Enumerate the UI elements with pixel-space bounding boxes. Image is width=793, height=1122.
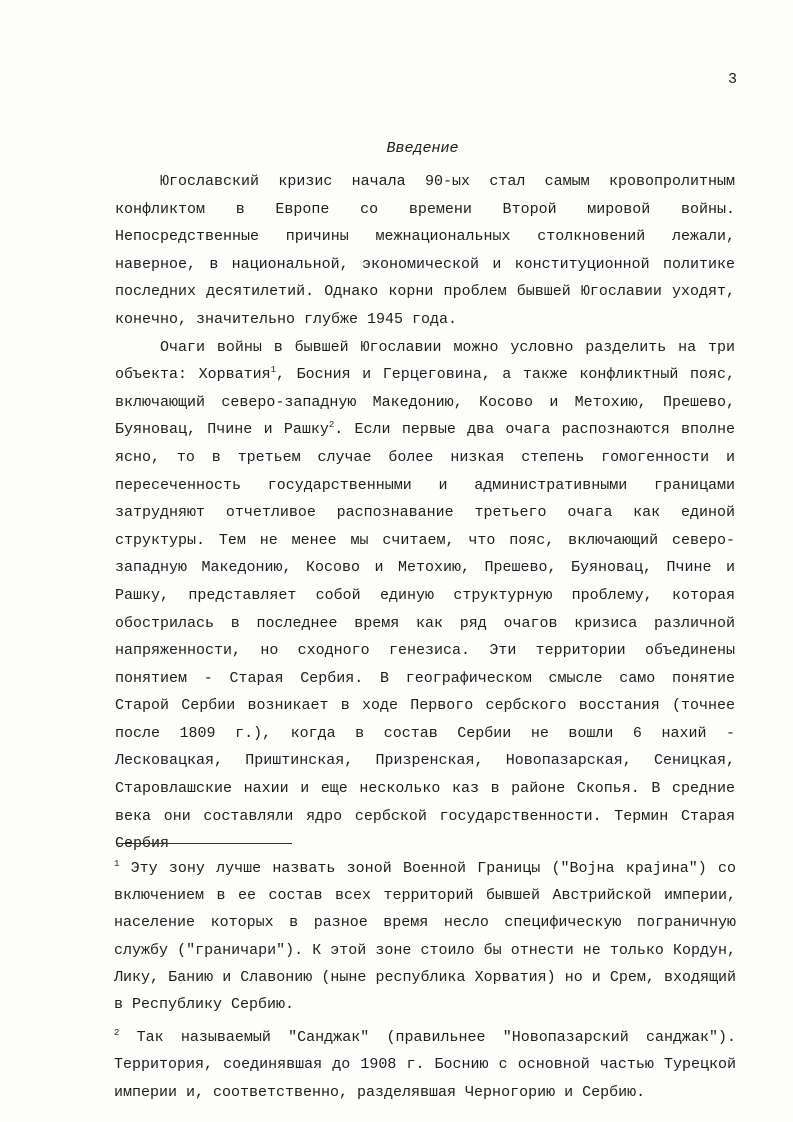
footnote-ref-1: 1	[270, 365, 276, 376]
paragraph-2-part-c: . Если первые два очага распознаются вполне ясно, то в третьем случае более низкая степень гомогенности и пересеченность государственными и административными границами затрудняют отчетливое распознавание третьего очага как единой структуры. Тем не менее мы считаем, что пояс, включающий северо-западную Македонию, Косово и Метохию, Прешево, Буяновац, Пчине и Рашку, представляет собой единую структурную проблему, которая обострилась в последнее время как ряд очагов кризиса различной напряженности, но сходного генезиса. Эти территории объединены понятием - Старая Сербия. В географическом смысле само понятие Старой Сербии возникает в ходе Первого сербского восстания (точнее после 1809 г.), когда в состав Сербии не вошли 6 нахий - Лесковацкая, Приштинская, Призренская, Новопазарская, Сеницкая, Старовлашские нахии и еще несколько каз в районе Скопья. В средние века они составляли ядро сербской государственности. Термин Старая Сербия	[115, 421, 735, 853]
footnote-1-text: Эту зону лучше назвать зоной Военной Границы ("Војна крајина") со включением в ее состав всех территорий бывшей Австрийской империи, население которых в разное время несло специфическую пограничную службу ("граничари"). К этой зоне стоило бы отнести не только Кордун, Лику, Банию и Славонию (ныне республика Хорватия) но и Срем, входящий в Республику Сербию.	[114, 860, 736, 1014]
page-number: 3	[727, 71, 737, 88]
paragraph-2	[115, 334, 735, 858]
footnote-ref-2: 2	[328, 420, 335, 431]
footnote-1-mark: 1	[114, 859, 120, 869]
main-text	[115, 168, 735, 858]
footnote-separator	[117, 843, 292, 844]
paragraph-1: Югославский кризис начала 90-ых стал самым кровопролитным конфликтом в Европе со времени Второй мировой войны. Непосредственные причины межнациональных столкновений лежали, наверное, в национальной, экономической и конституционной политике последних десятилетий. Однако корни проблем бывшей Югославии уходят, конечно, значительно глубже 1945 года.	[115, 173, 735, 328]
footnote-2-text: Так называемый "Санджак" (правильнее "Новопазарский санджак"). Территория, соединявшая до 1908 г. Боснию с основной частью Турецкой империи и, соответственно, разделявшая Черногорию и Сербию.	[114, 1029, 736, 1101]
page-title: Введение	[386, 140, 459, 157]
footnote-2-mark: 2	[114, 1028, 120, 1039]
footnote-2	[114, 1024, 736, 1106]
footnote-1	[114, 855, 736, 1018]
paragraph-2-part-a: Очаги войны в бывшей Югославии можно условно разделить на три объекта: Хорватия	[115, 338, 735, 384]
footnotes	[114, 855, 736, 1112]
paragraph-2-part-b: , Босния и Герцеговина, а также конфликтный пояс, включающий северо-западную Македонию, Косово и Метохию, Прешево, Буяновац, Пчине и Рашку	[115, 366, 735, 439]
